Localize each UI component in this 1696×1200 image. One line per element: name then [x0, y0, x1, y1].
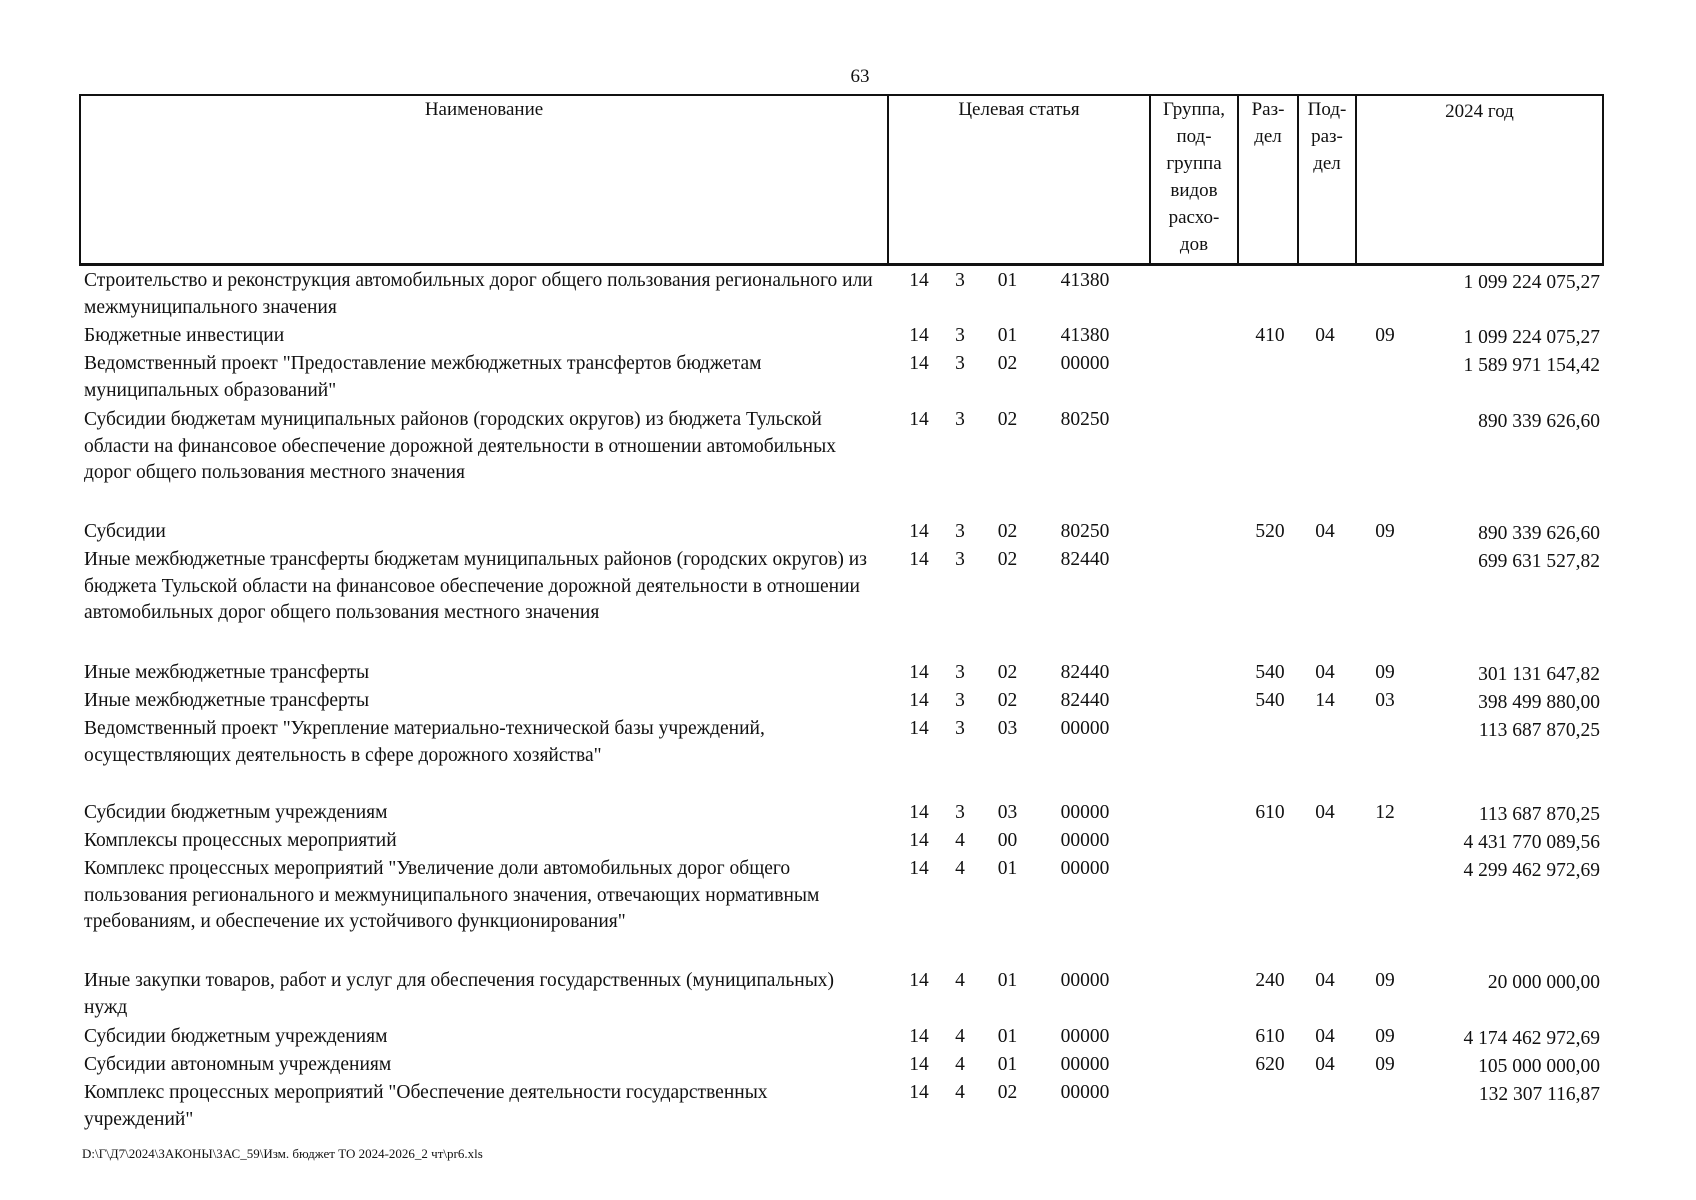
header-group-line: группа — [1166, 153, 1222, 174]
row-code-3: 03 — [997, 718, 1018, 739]
row-code-4: 00000 — [1060, 802, 1110, 823]
row-subsection: 09 — [1375, 1054, 1395, 1075]
row-code-4: 00000 — [1060, 830, 1110, 851]
row-code-2: 4 — [955, 858, 965, 879]
row-name: Субсидии автономным учреждениям — [84, 1054, 392, 1075]
row-code-2: 4 — [955, 1026, 965, 1047]
row-code-2: 4 — [955, 1082, 965, 1103]
header-section-line: дел — [1254, 126, 1282, 147]
header-group-line: видов — [1170, 180, 1218, 201]
row-code-2: 3 — [955, 270, 965, 291]
row-amount: 113 687 870,25 — [1478, 720, 1600, 741]
header-col-group — [1151, 96, 1239, 263]
row-name: Иные межбюджетные трансферты — [84, 662, 370, 683]
row-code-2: 3 — [955, 718, 965, 739]
row-code-3: 01 — [997, 325, 1018, 346]
row-code-2: 3 — [955, 802, 965, 823]
row-code-4: 00000 — [1060, 1026, 1110, 1047]
row-code-2: 4 — [955, 970, 965, 991]
row-code-3: 02 — [997, 690, 1018, 711]
row-code-3: 02 — [997, 353, 1018, 374]
row-code-1: 14 — [909, 1082, 929, 1103]
header-group — [1151, 96, 1237, 258]
row-amount: 890 339 626,60 — [1478, 523, 1600, 544]
row-amount: 301 131 647,82 — [1478, 664, 1600, 685]
row-subsection: 09 — [1375, 521, 1395, 542]
row-code-2: 3 — [955, 325, 965, 346]
row-code-2: 3 — [955, 353, 965, 374]
row-name: Комплексы процессных мероприятий — [84, 830, 397, 851]
header-section — [1239, 96, 1297, 150]
row-group: 520 — [1255, 521, 1285, 542]
header-col-name — [81, 96, 889, 263]
row-code-4: 82440 — [1060, 549, 1110, 570]
row-amount: 113 687 870,25 — [1478, 804, 1600, 825]
row-name: Ведомственный проект "Укрепление материально-технической базы учреждений, осуществляющих деятельность в сфере дорожного хозяйства" — [84, 718, 765, 766]
row-amount: 132 307 116,87 — [1478, 1084, 1600, 1105]
row-code-4: 82440 — [1060, 662, 1110, 683]
row-subsection: 09 — [1375, 325, 1395, 346]
row-code-4: 41380 — [1060, 325, 1110, 346]
row-code-4: 00000 — [1060, 858, 1110, 879]
page-number: 63 — [850, 66, 870, 87]
row-code-3: 00 — [997, 830, 1018, 851]
row-code-2: 4 — [955, 1054, 965, 1075]
row-amount: 1 589 971 154,42 — [1463, 355, 1600, 376]
row-code-1: 14 — [909, 718, 929, 739]
header-group-line: под- — [1176, 126, 1212, 147]
row-code-4: 00000 — [1060, 1054, 1110, 1075]
header-col-year — [1357, 96, 1602, 263]
row-code-1: 14 — [909, 325, 929, 346]
row-code-3: 03 — [997, 802, 1018, 823]
row-amount: 4 174 462 972,69 — [1463, 1028, 1600, 1049]
row-code-1: 14 — [909, 858, 929, 879]
row-code-3: 01 — [997, 970, 1018, 991]
row-group: 240 — [1255, 970, 1285, 991]
row-code-1: 14 — [909, 270, 929, 291]
row-code-2: 3 — [955, 662, 965, 683]
row-code-3: 02 — [997, 1082, 1018, 1103]
file-path-footer: D:\Г\Д7\2024\ЗАКОНЫ\ЗАС_59\Изм. бюджет ТО 2024-2026_2 чт\pr6.xls — [82, 1146, 483, 1161]
row-code-4: 80250 — [1060, 521, 1110, 542]
row-section: 04 — [1315, 1026, 1335, 1047]
row-section: 04 — [1315, 802, 1335, 823]
row-section: 04 — [1315, 662, 1335, 683]
row-code-3: 01 — [997, 858, 1018, 879]
row-code-4: 00000 — [1060, 970, 1110, 991]
row-code-4: 00000 — [1060, 353, 1110, 374]
row-name: Комплекс процессных мероприятий "Обеспечение деятельности государственных учреждений" — [84, 1082, 768, 1130]
row-amount: 1 099 224 075,27 — [1463, 272, 1600, 293]
row-code-2: 3 — [955, 690, 965, 711]
row-code-4: 00000 — [1060, 1082, 1110, 1103]
row-code-2: 4 — [955, 830, 965, 851]
header-subsection-line: Под- — [1307, 99, 1347, 120]
row-subsection: 03 — [1375, 690, 1395, 711]
row-code-3: 02 — [997, 662, 1018, 683]
row-code-3: 01 — [997, 1026, 1018, 1047]
row-code-1: 14 — [909, 1054, 929, 1075]
row-amount: 398 499 880,00 — [1478, 692, 1600, 713]
row-code-2: 3 — [955, 549, 965, 570]
row-section: 04 — [1315, 1054, 1335, 1075]
row-code-1: 14 — [909, 970, 929, 991]
header-target: Целевая статья — [958, 99, 1080, 120]
header-name: Наименование — [424, 99, 544, 120]
row-name: Субсидии бюджетным учреждениям — [84, 802, 388, 823]
header-section-line: Раз- — [1251, 99, 1285, 120]
header-subsection-line: дел — [1313, 153, 1341, 174]
row-name: Субсидии бюджетам муниципальных районов (городских округов) из бюджета Тульской области на финансовое обеспечение дорожной деятельности в отношении автомобильных дорог общего пользования местного значения — [84, 409, 836, 483]
row-code-1: 14 — [909, 662, 929, 683]
header-col-subsection — [1299, 96, 1357, 263]
row-code-3: 02 — [997, 521, 1018, 542]
row-subsection: 09 — [1375, 662, 1395, 683]
row-code-1: 14 — [909, 549, 929, 570]
row-name: Иные межбюджетные трансферты — [84, 690, 370, 711]
row-code-1: 14 — [909, 802, 929, 823]
row-code-1: 14 — [909, 353, 929, 374]
row-group: 540 — [1255, 690, 1285, 711]
row-section: 04 — [1315, 325, 1335, 346]
row-name: Ведомственный проект "Предоставление межбюджетных трансфертов бюджетам муниципальных образований" — [84, 353, 762, 401]
row-name: Иные закупки товаров, работ и услуг для обеспечения государственных (муниципальных) нужд — [84, 970, 835, 1018]
row-section: 04 — [1315, 521, 1335, 542]
header-subsection — [1299, 96, 1355, 177]
row-section: 14 — [1315, 690, 1335, 711]
row-amount: 699 631 527,82 — [1478, 551, 1600, 572]
row-code-3: 02 — [997, 409, 1018, 430]
row-group: 620 — [1255, 1054, 1285, 1075]
row-name: Субсидии — [84, 521, 166, 542]
row-amount: 20 000 000,00 — [1487, 972, 1600, 993]
row-group: 610 — [1255, 1026, 1285, 1047]
row-code-1: 14 — [909, 1026, 929, 1047]
table-header — [79, 94, 1604, 266]
row-group: 410 — [1255, 325, 1285, 346]
row-name: Строительство и реконструкция автомобильных дорог общего пользования регионального или межмуниципального значения — [84, 270, 873, 318]
row-amount: 4 431 770 089,56 — [1463, 832, 1600, 853]
row-code-1: 14 — [909, 521, 929, 542]
row-amount: 890 339 626,60 — [1478, 411, 1600, 432]
row-section: 04 — [1315, 970, 1335, 991]
row-code-3: 01 — [997, 270, 1018, 291]
row-subsection: 09 — [1375, 970, 1395, 991]
row-group: 540 — [1255, 662, 1285, 683]
row-code-1: 14 — [909, 690, 929, 711]
row-name: Комплекс процессных мероприятий "Увеличение доли автомобильных дорог общего пользования регионального и межмуниципального значения, отвечающих нормативным требованиям, и обеспечение их устойчивого функционирования" — [84, 858, 820, 932]
row-subsection: 09 — [1375, 1026, 1395, 1047]
row-amount: 105 000 000,00 — [1478, 1056, 1600, 1077]
row-code-4: 00000 — [1060, 718, 1110, 739]
row-code-4: 80250 — [1060, 409, 1110, 430]
header-col-section — [1239, 96, 1299, 263]
row-code-1: 14 — [909, 830, 929, 851]
row-name: Бюджетные инвестиции — [84, 325, 285, 346]
header-group-line: расхо- — [1168, 207, 1220, 228]
row-amount: 4 299 462 972,69 — [1463, 860, 1600, 881]
row-code-3: 01 — [997, 1054, 1018, 1075]
header-group-line: дов — [1179, 234, 1209, 255]
header-group-line: Группа, — [1162, 99, 1226, 120]
row-name: Субсидии бюджетным учреждениям — [84, 1026, 388, 1047]
header-subsection-line: раз- — [1311, 126, 1343, 147]
header-col-target — [889, 96, 1151, 263]
row-code-1: 14 — [909, 409, 929, 430]
row-name: Иные межбюджетные трансферты бюджетам муниципальных районов (городских округов) из бюджета Тульской области на финансовое обеспечение дорожной деятельности в отношении автомобильных дорог общего пользования местного значения — [84, 549, 867, 623]
row-amount: 1 099 224 075,27 — [1463, 327, 1600, 348]
row-code-3: 02 — [997, 549, 1018, 570]
row-subsection: 12 — [1375, 802, 1395, 823]
row-code-4: 41380 — [1060, 270, 1110, 291]
header-year: 2024 год — [1445, 101, 1514, 122]
row-code-2: 3 — [955, 409, 965, 430]
row-group: 610 — [1255, 802, 1285, 823]
row-code-2: 3 — [955, 521, 965, 542]
row-code-4: 82440 — [1060, 690, 1110, 711]
